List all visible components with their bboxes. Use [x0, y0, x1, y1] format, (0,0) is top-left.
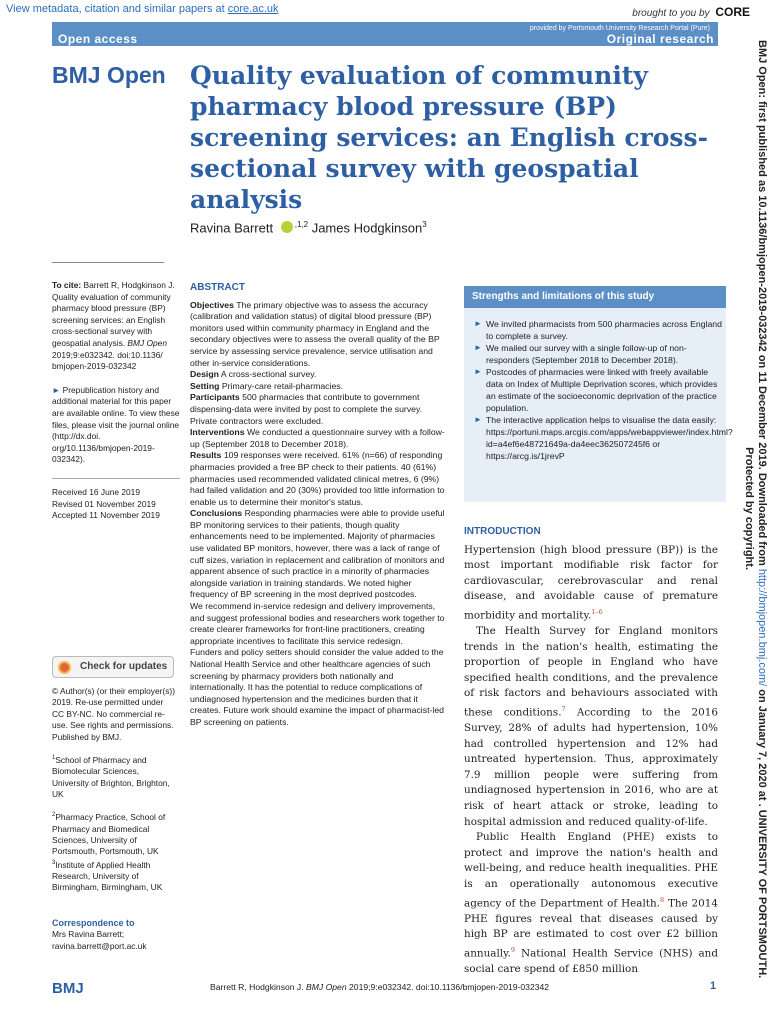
core-brought-by[interactable] — [632, 5, 750, 19]
copyright-block — [52, 686, 176, 894]
author-line — [190, 220, 427, 235]
strengths-heading: Strengths and limitations of this study — [464, 286, 726, 308]
abstract-results — [190, 450, 445, 508]
section-label: Original research — [606, 32, 714, 46]
setting-text: Primary-care retail-pharmacies. — [221, 380, 344, 391]
affiliation-1: $^1$School of Pharmacy and Biomolecular Sciences, University of Brighton, Brighton, UK — [52, 754, 170, 800]
list-item — [474, 414, 733, 462]
check-updates-label: Check for updates — [80, 661, 168, 672]
abstract-para3: Funders and policy setters should consider the value added to the National Health Service and other healthcare agencies of such screening by pharmacy providers both nationally and internationally. It has the potential to reduce complications of undiagnosed hypertension and the medicines burden that it creates. Future work should examine the impact of pharmacist-led BP screening on patients. — [190, 647, 444, 727]
core-logo: CORE — [715, 5, 750, 19]
affiliation-1-text: School of Pharmacy and Biomolecular Sciences, University of Brighton, Brighton, UK — [52, 754, 170, 800]
orcid-icon[interactable] — [281, 221, 293, 233]
introduction — [464, 524, 718, 978]
abstract-para2: We recommend in-service redesign and delivery improvements, and suggest professional bodies and researchers work together to create clearer frameworks for front-line practitioners, creating appropriate incentives to facilitate this service redesign. — [190, 601, 445, 646]
reference-link[interactable]: 8 — [659, 895, 665, 904]
correspondence-label: Correspondence to — [52, 918, 135, 928]
participants-text: 500 pharmacies that contribute to government dispensing-data were invited by post to complete the survey. Private contractors were excluded. — [190, 392, 423, 426]
dates-block — [52, 478, 180, 522]
abstract-heading: ABSTRACT — [190, 282, 245, 293]
strengths-list — [474, 318, 733, 462]
author-1[interactable]: Ravina Barrett — [190, 220, 274, 236]
vertical-line-2: Protected by copyright. — [743, 447, 755, 570]
results-label: Results — [190, 450, 222, 461]
footer-cite-b: 2019;9:e032342. doi:10.1136/bmjopen-2019-032342 — [349, 982, 550, 992]
abstract-setting — [190, 381, 445, 393]
footer-logo: BMJ — [52, 980, 84, 997]
strength-text: Postcodes of pharmacies were linked with freely available data on Index of Multiple Deprivation scores, which provides an estimate of the socioeconomic deprivation of the practice population. — [486, 367, 718, 413]
footer-cite-journal: BMJ Open — [306, 982, 347, 992]
author-1-affiliation: ,1,2 — [294, 220, 309, 229]
reference-link[interactable]: 9 — [510, 945, 516, 954]
strength-text: We mailed our survey with a single follow-up of non-responders (September 2018 to December 2018). — [486, 343, 687, 365]
footer-cite-a: Barrett R, Hodgkinson J. — [210, 982, 304, 992]
vertical-line-1 — [755, 40, 768, 1000]
arrow-bullet-icon: ► — [474, 319, 482, 328]
accepted-date: Accepted 11 November 2019 — [52, 510, 160, 521]
intro-p3-text-a: Public Health England (PHE) exists to protect and improve the nation's health and well-being, and reduce health inequalities. PHE is an operationally autonomous executive agency of the Department of Health. — [464, 831, 718, 910]
core-provided-by: provided by Portsmouth University Research Portal (Pure) — [529, 25, 710, 32]
strength-text[interactable]: The interactive application helps to visualise the data easily: https://portuni.maps.arcgis.com/apps/webappviewer/index.html?id=a4ef6e48721649a-da4eec362507245f6 or https://arcg.is/1jrevP — [486, 415, 733, 461]
sidebar-divider — [52, 262, 164, 263]
check-updates-icon — [58, 661, 71, 674]
to-cite-label: To cite: — [52, 280, 82, 290]
results-text: 109 responses were received. 61% (n=66) of responding pharmacies provided a free BP check to their patients. 40 (61%) pharmacies used recommended validated clinical metres, 6 (9%) had failed validation and 20 (30%) provided too little information to enable us to determine their monitor's status. — [190, 450, 445, 507]
author-2[interactable]: James Hodgkinson — [311, 220, 423, 236]
interventions-label: Interventions — [190, 427, 245, 438]
affiliation-2-text: Pharmacy Practice, School of Pharmacy and Biomedical Sciences, University of Portsmouth, Portsmouth, UK — [52, 812, 166, 857]
core-metadata-label: View metadata, citation and similar papers at — [6, 3, 225, 15]
to-cite-ref[interactable]: 2019;9:e032342. doi:10.1136/ bmjopen-2019-032342 — [52, 349, 163, 372]
vertical-notice-text — [742, 40, 768, 1000]
intro-p2-text-a: The Health Survey for England monitors trends in the nation's health, estimating the proportion of people in England who have specified health conditions, and the prevalence of risk factors and behaviours associated with these conditions. — [464, 625, 718, 719]
abstract-participants — [190, 392, 445, 427]
vertical-link[interactable]: http://bmjopen.bmj.com/ — [756, 568, 768, 687]
prepub-block — [52, 385, 180, 466]
open-access-label: Open access — [58, 32, 138, 46]
footer-citation — [210, 982, 549, 992]
abstract-design — [190, 369, 445, 381]
vertical-line-1a: BMJ Open: first published as 10.1136/bmjopen-2019-032342 on 11 December 2019. Downloaded from — [756, 40, 768, 566]
arrow-bullet-icon: ► — [52, 384, 61, 395]
affiliation-3-text: Institute of Applied Health Research, University of Birmingham, Birmingham, UK — [52, 859, 163, 893]
vertical-line-1b: on January 7, 2020 at . UNIVERSITY OF PORTSMOUTH. — [756, 689, 768, 979]
intro-p3-text-b: The 2014 PHE figures reveal that diseases caused by high BP are estimated to cost over £2 billion annually. — [464, 897, 718, 960]
strengths-box — [464, 286, 733, 502]
affiliation-3: $^3$Institute of Applied Health Research, University of Birmingham, Birmingham, UK — [52, 859, 163, 893]
setting-label: Setting — [190, 380, 220, 391]
arrow-bullet-icon: ► — [474, 343, 482, 352]
intro-paragraph-3 — [464, 830, 718, 977]
correspondence-block — [52, 918, 178, 952]
introduction-heading: INTRODUCTION — [464, 526, 541, 537]
intro-p1-text: Hypertension (high blood pressure (BP)) is the most important modifiable risk factor for cardiovascular, cerebrovascular and renal disease, and avoidable cause of premature morbidity and mortality. — [464, 543, 718, 622]
intro-p3-text-c: National Health Service (NHS) and social care spend of £850 million — [464, 947, 718, 975]
core-bar — [0, 0, 770, 20]
sidebar — [52, 280, 180, 534]
core-metadata-text — [6, 3, 279, 15]
vertical-download-notice — [738, 40, 770, 1000]
revised-date: Revised 01 November 2019 — [52, 498, 156, 509]
article-title: Quality evaluation of community pharmacy blood pressure (BP) screening services: an English cross-sectional survey with geospatial analysis — [190, 61, 708, 214]
strength-text: We invited pharmacists from 500 pharmacies across England to complete a survey. — [486, 319, 722, 341]
reference-link[interactable]: 7 — [561, 705, 566, 713]
objectives-text: The primary objective was to assess the accuracy (calibration and validation status) of digital blood pressure (BP) monitors used within community pharmacy in England and the secondary objectives were to assess the overall quality of the BP service by assessing service prevalence, service utilisation and other in-service considerations. — [190, 299, 440, 368]
core-brought-label: brought to you by — [632, 8, 710, 19]
interventions-text: We conducted a questionnaire survey with a follow-up (September 2018 to December 2018). — [190, 427, 445, 449]
correspondence-email[interactable]: ravina.barrett@port.ac.uk — [52, 940, 147, 951]
copyright-text: © Author(s) (or their employer(s)) 2019. Re-use permitted under CC BY-NC. No commercial re-use. See rights and permissions. Published by BMJ. — [52, 686, 175, 742]
received-date: Received 16 June 2019 — [52, 486, 141, 497]
to-cite-block — [52, 280, 180, 373]
arrow-bullet-icon: ► — [474, 415, 482, 424]
objectives-label: Objectives — [190, 299, 234, 310]
list-item — [474, 318, 722, 342]
reference-link[interactable]: 1–6 — [591, 607, 603, 616]
participants-label: Participants — [190, 392, 240, 403]
list-item — [474, 366, 722, 414]
to-cite-journal: BMJ Open — [127, 337, 167, 348]
abstract — [190, 282, 445, 729]
prepub-text: Prepublication history and additional material for this paper are available online. To view these files, please visit the journal online (http://dx.doi. org/10.1136/bmjopen-2019- 032342). — [52, 384, 180, 465]
check-updates-button[interactable] — [52, 656, 174, 678]
design-label: Design — [190, 369, 219, 380]
correspondence-name: Mrs Ravina Barrett; — [52, 929, 125, 940]
abstract-interventions — [190, 427, 445, 450]
design-text: A cross-sectional survey. — [220, 369, 317, 380]
abstract-objectives — [190, 300, 445, 370]
arrow-bullet-icon: ► — [474, 367, 482, 376]
list-item — [474, 342, 722, 366]
intro-paragraph-2 — [464, 624, 718, 830]
journal-logo: BMJ Open — [52, 62, 166, 88]
abstract-conclusions — [190, 508, 445, 601]
conclusions-text: Responding pharmacies were able to provide useful BP monitoring services to their patients, though quality enhancements need to be implemented. Majority of pharmacies use validated BP monitors, however, there was a lack of range of cuff sizes, variation in replacement and calibration of monitors and apparent absence of such practice in a minority of pharmacies alongside variation in training standards. We noted higher frequency of BP screening in the most deprived postcodes. — [190, 508, 445, 600]
author-2-affiliation: 3 — [422, 220, 427, 229]
conclusions-label: Conclusions — [190, 508, 243, 519]
core-link[interactable]: core.ac.uk — [227, 3, 279, 15]
intro-p2-text-b: According to the 2016 Survey, 28% of adults had hypertension, 10% had controlled hypertension and 12% had untreated hypertension. Thus, approximately 7.9 million people were suffering from undiagnosed hypertension in 2016, who are at risk of heart attack or stroke, leading to hospital admission and reduced quality-of-life. — [464, 706, 718, 828]
intro-paragraph-1 — [464, 543, 718, 624]
page-number: 1 — [710, 980, 717, 992]
affiliation-2: $^2$Pharmacy Practice, School of Pharmacy and Biomedical Sciences, University of Portsmouth, Portsmouth, UK — [52, 812, 166, 857]
to-cite-text: Barrett R, Hodgkinson J. Quality evaluation of community pharmacy blood pressure (BP) screening services: an English cross-sectional survey with geospatial analysis. — [52, 280, 175, 348]
